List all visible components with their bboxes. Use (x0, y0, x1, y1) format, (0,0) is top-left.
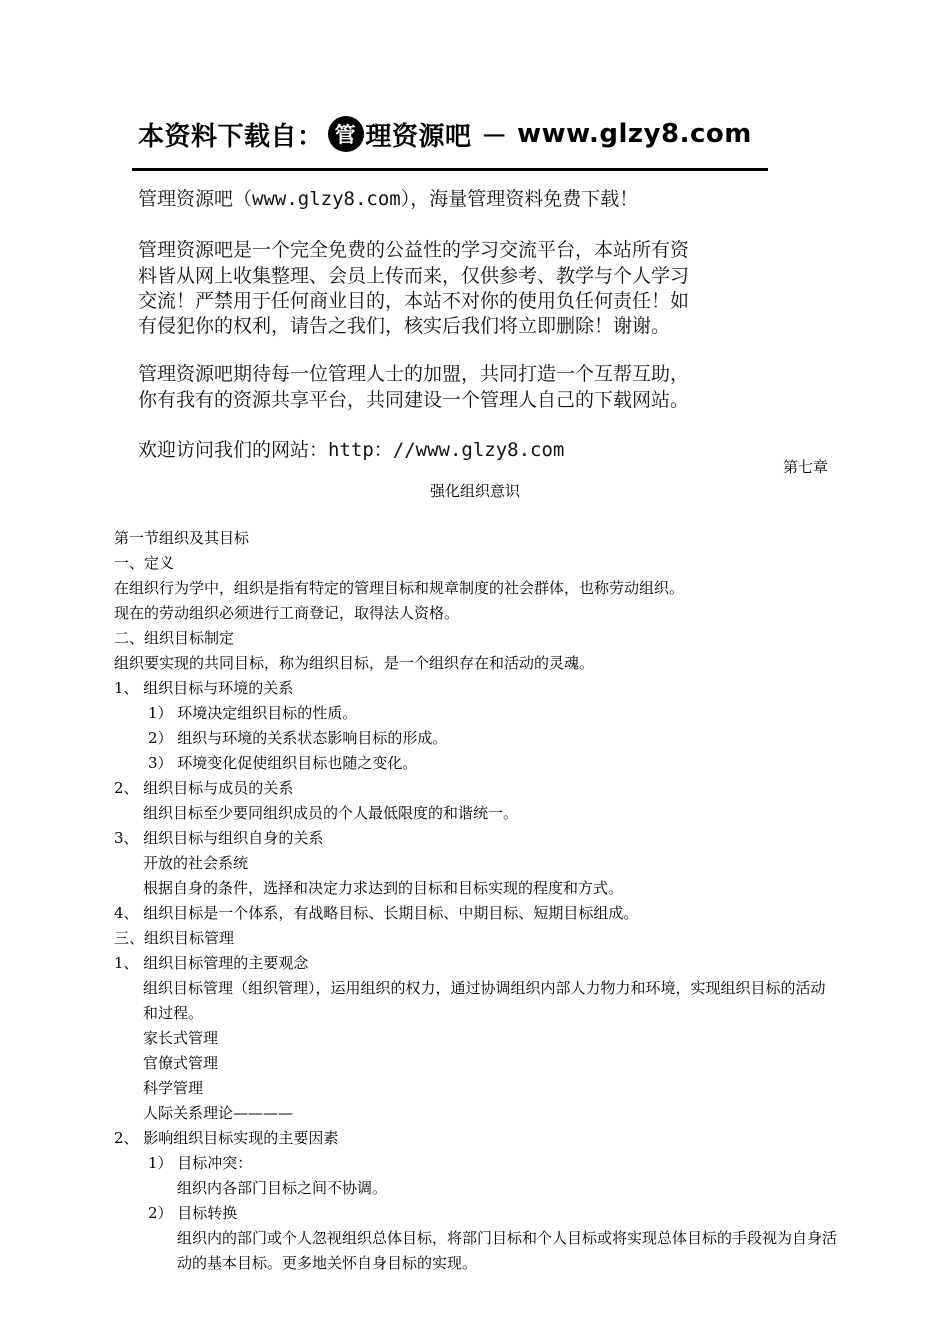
paragraph: 根据自身的条件，选择和决定力求达到的目标和目标实现的程度和方式。 (143, 879, 624, 897)
numbered-item: 4、 组织目标是一个体系，有战略目标、长期目标、中期目标、短期目标组成。 (114, 904, 639, 922)
notice-line-5: 有侵犯你的权利，请告之我们，核实后我们将立即删除！谢谢。 (138, 315, 671, 337)
list-item: 家长式管理 (143, 1029, 219, 1047)
subsection-heading: 三、组织目标管理 (114, 929, 235, 947)
paragraph: 在组织行为学中，组织是指有特定的管理目标和规章制度的社会群体，也称劳动组织。 (114, 579, 685, 597)
chapter-number: 第七章 (782, 458, 828, 476)
numbered-item: 2、 影响组织目标实现的主要因素 (114, 1129, 339, 1147)
notice-line-7: 你有我有的资源共享平台，共同建设一个管理人自己的下载网站。 (138, 389, 690, 411)
paragraph: 现在的劳动组织必须进行工商登记，取得法人资格。 (114, 604, 460, 622)
numbered-item: 2、 组织目标与成员的关系 (114, 779, 294, 797)
list-item: 官僚式管理 (143, 1054, 219, 1072)
subsection-heading: 一、定义 (114, 554, 175, 572)
banner-divider (132, 168, 768, 171)
numbered-item: 3、 组织目标与组织自身的关系 (114, 829, 324, 847)
sub-item: 1） 环境决定组织目标的性质。 (148, 704, 358, 722)
sub-item: 2） 组织与环境的关系状态影响目标的形成。 (148, 729, 448, 747)
banner-site-name: 理资源吧 (365, 121, 472, 152)
chapter-title: 强化组织意识 (429, 482, 520, 500)
sub-item: 2） 目标转换 (148, 1204, 238, 1222)
section-heading: 第一节组织及其目标 (114, 529, 250, 547)
banner-separator: － (471, 121, 518, 152)
download-banner (138, 112, 778, 156)
paragraph: 组织目标至少要同组织成员的个人最低限度的和谐统一。 (143, 804, 519, 822)
banner-url[interactable]: www.glzy8.com (517, 119, 752, 149)
notice-line-2: 管理资源吧是一个完全免费的公益性的学习交流平台，本站所有资 (138, 239, 690, 261)
notice-line-3: 料皆从网上收集整理、会员上传而来，仅供参考、教学与个人学习 (138, 265, 690, 287)
site-logo-icon: 管 (328, 116, 364, 152)
subsection-heading: 二、组织目标制定 (114, 629, 235, 647)
document-body (114, 526, 839, 1276)
sub-item: 1） 目标冲突： (148, 1154, 253, 1172)
numbered-item: 1、 组织目标管理的主要观念 (114, 954, 309, 972)
notice-website-line[interactable]: 欢迎访问我们的网站：http：//www.glzy8.com (138, 439, 565, 461)
paragraph: 组织内各部门目标之间不协调。 (177, 1179, 388, 1197)
numbered-item: 1、 组织目标与环境的关系 (114, 679, 294, 697)
banner-prefix: 本资料下载自： (138, 121, 324, 152)
paragraph: 开放的社会系统 (143, 854, 249, 872)
sub-item: 3） 环境变化促使组织目标也随之变化。 (148, 754, 418, 772)
notice-line-6: 管理资源吧期待每一位管理人士的加盟，共同打造一个互帮互助， (138, 363, 690, 385)
paragraph: 组织内的部门或个人忽视组织总体目标，将部门目标和个人目标或将实现总体目标的手段视为自身活动的基本目标。更多地关怀自身目标的实现。 (177, 1229, 838, 1272)
list-item: 人际关系理论———— (143, 1104, 294, 1122)
paragraph: 组织要实现的共同目标，称为组织目标，是一个组织存在和活动的灵魂。 (114, 654, 595, 672)
list-item: 科学管理 (143, 1079, 204, 1097)
paragraph: 组织目标管理（组织管理），运用组织的权力，通过协调组织内部人力物力和环境，实现组织目标的活动和过程。 (143, 979, 826, 1022)
notice-line-1: 管理资源吧（www.glzy8.com），海量管理资料免费下载！ (138, 188, 639, 210)
notice-line-4: 交流！严禁用于任何商业目的，本站不对你的使用负任何责任！如 (138, 290, 690, 312)
